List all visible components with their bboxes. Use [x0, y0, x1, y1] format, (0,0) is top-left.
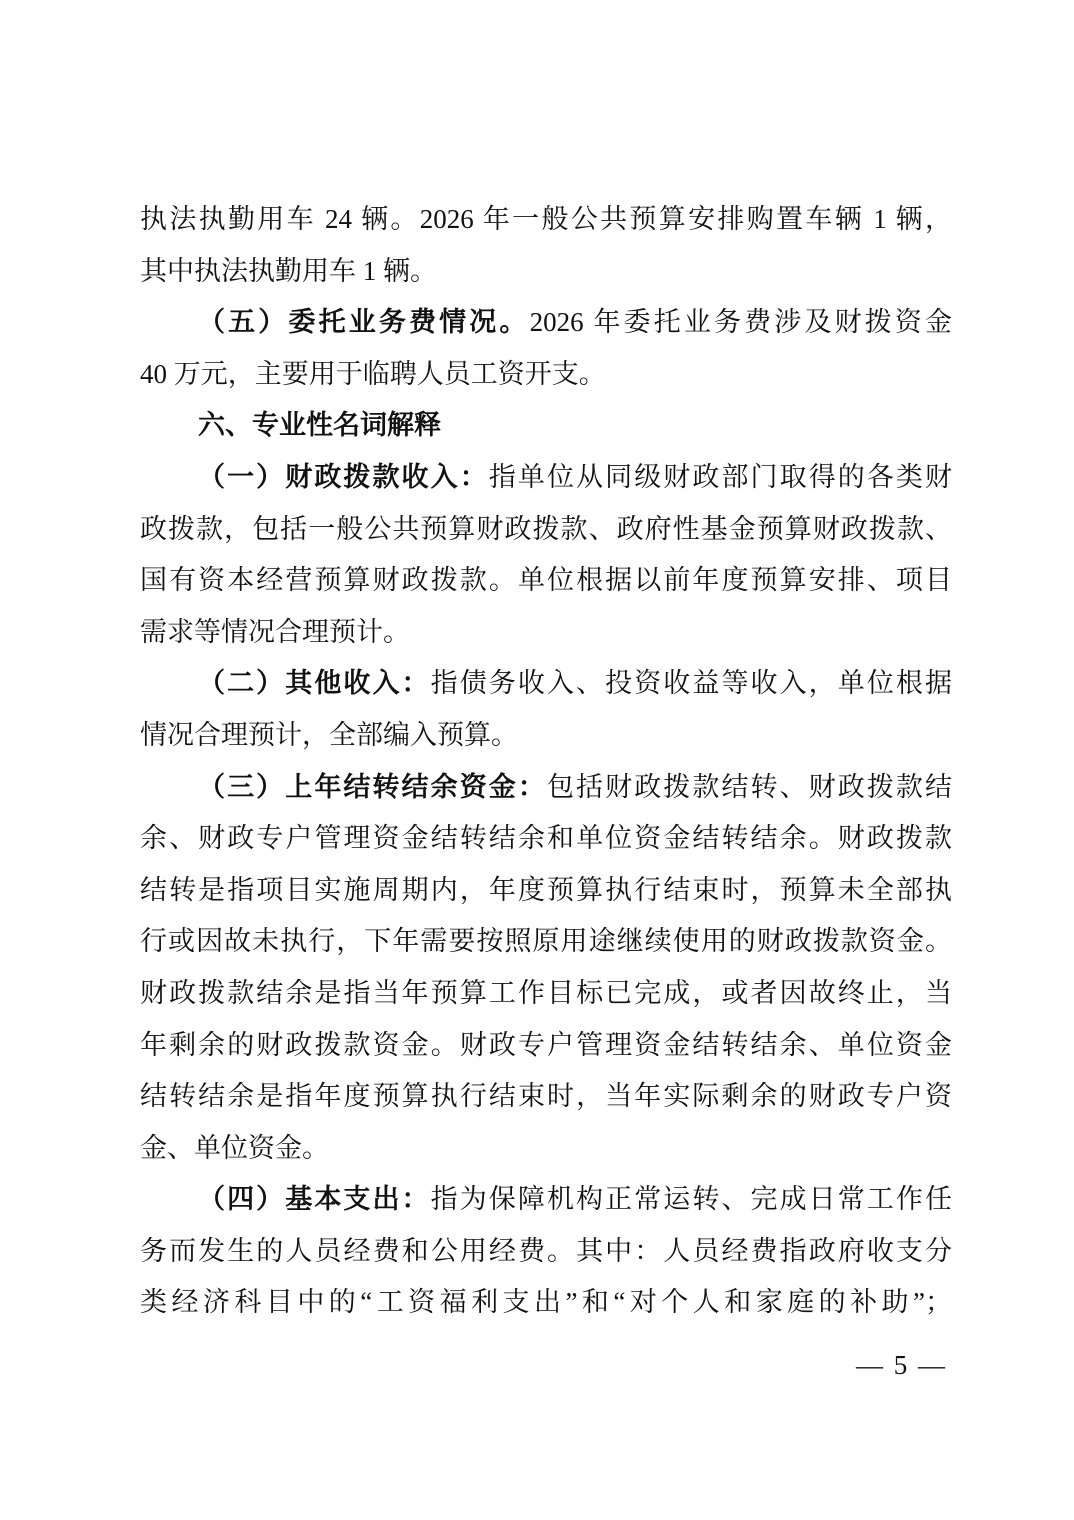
line-text: 需求等情况合理预计。: [140, 616, 410, 647]
line-text: 2026 年委托业务费涉及财拨资金: [529, 307, 953, 338]
line-text: 指债务收入、投资收益等收入，单位根据: [430, 668, 952, 699]
document-line: [140, 504, 952, 556]
document-line: [140, 555, 952, 607]
line-text: 执法执勤用车 24 辆。2026 年一般公共预算安排购置车辆 1 辆，: [140, 204, 952, 234]
line-text: 其中执法执勤用车 1 辆。: [140, 255, 437, 286]
document-body: [140, 194, 952, 1329]
document-line: [140, 297, 952, 349]
document-line: [140, 813, 952, 865]
document-line: [140, 452, 952, 504]
line-text: 情况合理预计，全部编入预算。: [140, 719, 518, 750]
line-text: 结转结余是指年度预算执行结束时，当年实际剩余的财政专户资: [140, 1081, 952, 1112]
section-heading: [140, 400, 952, 452]
document-line: [140, 607, 952, 659]
section-heading-text: 六、专业性名词解释: [198, 410, 441, 441]
line-text: 金、单位资金。: [140, 1132, 329, 1163]
document-line: [140, 246, 952, 298]
document-line: [140, 1226, 952, 1278]
line-text: 国有资本经营预算财政拨款。单位根据以前年度预算安排、项目: [140, 565, 952, 596]
line-text: 行或因故未执行，下年需要按照原用途继续使用的财政拨款资金。: [140, 926, 952, 957]
term-label: （五）委托业务费情况。: [198, 307, 530, 338]
document-line: [140, 349, 952, 401]
term-label: （四）基本支出：: [198, 1184, 431, 1215]
document-line: [140, 194, 952, 246]
line-text: 类经济科目中的“工资福利支出”和“对个人和家庭的补助”；: [140, 1287, 952, 1318]
document-line: [140, 762, 952, 814]
line-text: 政拨款，包括一般公共预算财政拨款、政府性基金预算财政拨款、: [140, 513, 952, 544]
term-label: （一）财政拨款收入：: [198, 461, 489, 492]
line-text: 指单位从同级财政部门取得的各类财: [488, 461, 953, 492]
document-line: [140, 658, 952, 710]
page-number: — 5 —: [856, 1350, 947, 1380]
document-line: [140, 1071, 952, 1123]
document-line: [140, 1174, 952, 1226]
document-line: [140, 865, 952, 917]
document-line: [140, 968, 952, 1020]
line-text: 年剩余的财政拨款资金。财政专户管理资金结转结余、单位资金: [140, 1029, 952, 1060]
document-line: [140, 916, 952, 968]
document-line: [140, 710, 952, 762]
line-text: 40 万元，主要用于临聘人员工资开支。: [140, 358, 606, 389]
line-text: 指为保障机构正常运转、完成日常工作任: [430, 1184, 952, 1215]
line-text: 包括财政拨款结转、财政拨款结: [546, 771, 953, 802]
line-text: 务而发生的人员经费和公用经费。其中：人员经费指政府收支分: [140, 1235, 952, 1266]
document-line: [140, 1020, 952, 1072]
term-label: （三）上年结转结余资金：: [198, 771, 547, 802]
line-text: 余、财政专户管理资金结转结余和单位资金结转结余。财政拨款: [140, 823, 952, 854]
line-text: 结转是指项目实施周期内，年度预算执行结束时，预算未全部执: [140, 874, 952, 905]
document-line: [140, 1277, 952, 1329]
term-label: （二）其他收入：: [198, 668, 431, 699]
line-text: 财政拨款结余是指当年预算工作目标已完成，或者因故终止，当: [140, 977, 952, 1008]
document-line: [140, 1123, 952, 1175]
